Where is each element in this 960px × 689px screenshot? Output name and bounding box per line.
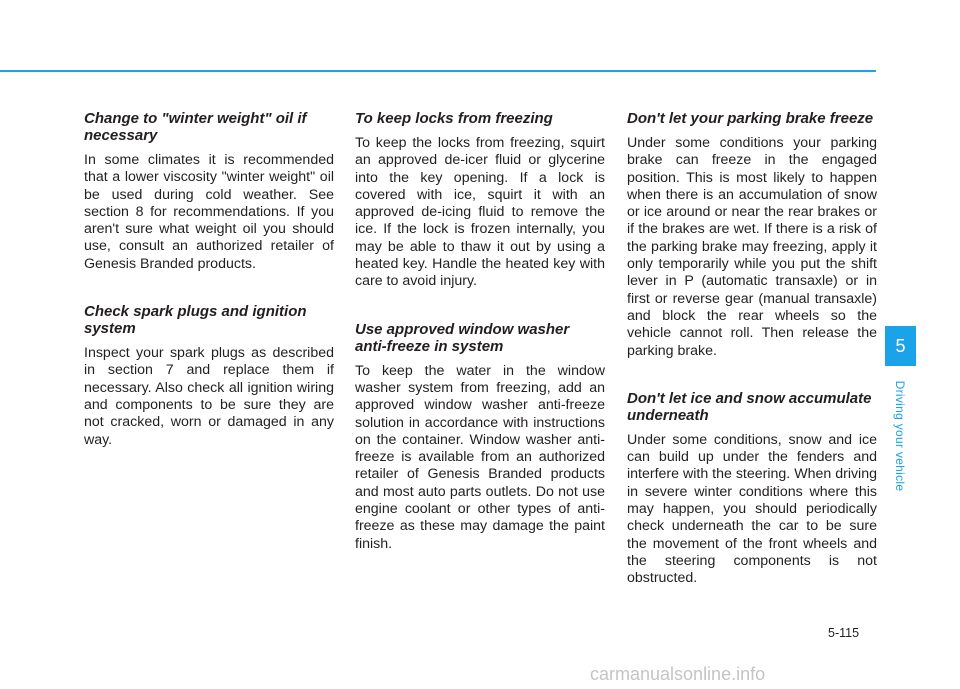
section-heading: Don't let your parking brake freeze [627,110,874,127]
section-body: In some climates it is recommended that a lower viscosity "winter weight" oil be used during cold weather. See section 8 for recommendations. If you aren't sure what weight oil you should use, consult an authorized retailer of Genesis Branded products. [84,152,334,272]
section-body: Under some conditions, snow and ice can build up under the fenders and interfere with the steering. When driving in severe winter conditions where this may happen, you should periodically check underneath the car to be sure the movement of the front wheels and the steering components is not obstructed. [627,431,877,587]
chapter-number-tab: 5 [885,326,916,366]
section-heading: Don't let ice and snow accumulate underneath [627,389,872,424]
section-parking-brake [627,110,877,360]
section-heading: To keep locks from freezing [355,110,553,127]
section-heading: Change to "winter weight" oil if necessary [84,110,307,144]
column-3 [627,110,877,618]
section-winter-oil [84,110,334,273]
section-ice-snow [627,390,877,588]
section-body: Under some conditions your parking brake can freeze in the engaged position. This is most likely to happen when there is an accumulation of snow or ice around or near the rear brakes or if the brakes are wet. If there is a risk of the parking brake may freezing, apply it only temporarily while you put the shift lever in P (automatic transaxle) or in first or reverse gear (manual transaxle) and block the rear wheels so the vehicle cannot roll. Then release the parking brake. [627,135,877,359]
section-washer-antifreeze [355,321,605,553]
section-heading: Check spark plugs and ignition system [84,303,307,338]
chapter-title: Driving your vehicle [893,380,907,492]
column-2 [355,110,605,583]
section-body: To keep the water in the window washer system from freezing, add an approved window washer anti-freeze solution in accordance with instructions on the container. Window washer anti-freeze is available from an authorized retailer of Genesis Branded products and most auto parts outlets. Do not use engine coolant or other types of anti-freeze as these may damage the paint finish. [355,362,605,552]
section-locks-freezing [355,110,605,291]
section-heading: Use approved window washer anti-freeze in system [355,320,570,355]
page-number: 5-115 [828,626,860,640]
footer-watermark: carmanualsonline.info [590,664,766,684]
column-1 [84,110,334,479]
section-spark-plugs [84,303,334,449]
section-body: To keep the locks from freezing, squirt an approved de-icer fluid or glycerine into the key opening. If a lock is covered with ice, squirt it with an approved de-icing fluid to remove the ice. If the lock is frozen internally, you may be able to thaw it out by using a heated key. Handle the heated key with care to avoid injury. [355,135,605,290]
section-body: Inspect your spark plugs as described in section 7 and replace them if necessary. Also check all ignition wiring and components to be sure they are not cracked, worn or damaged in any way. [84,345,334,448]
header-rule [0,70,876,72]
